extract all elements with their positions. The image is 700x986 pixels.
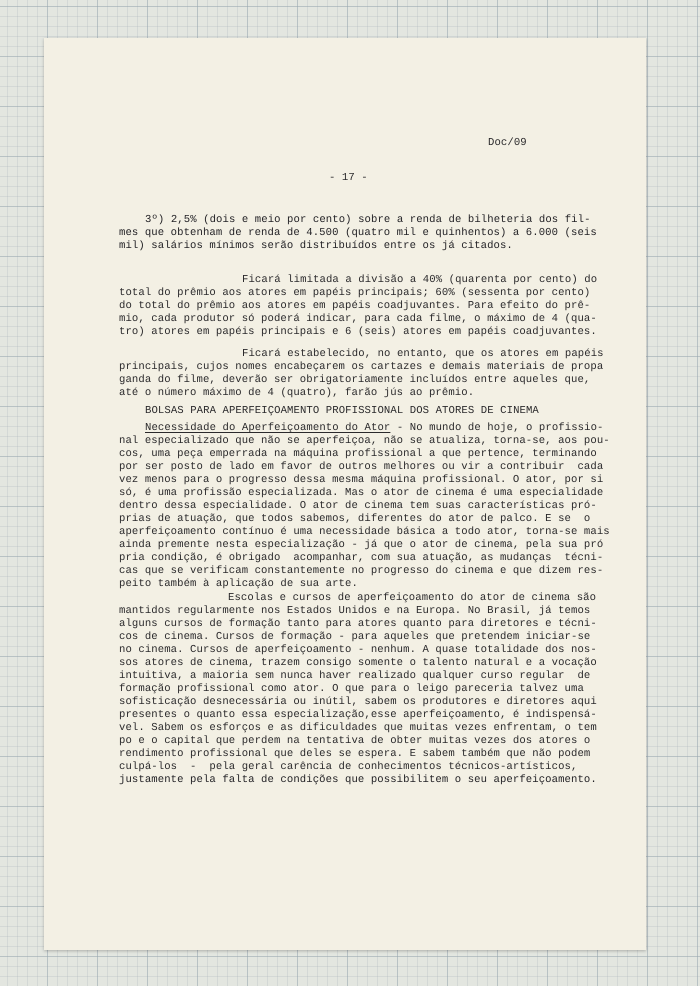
p5-line-12: po e o capital que perdem na tentativa de obter muitas vezes dos atores o: [119, 735, 591, 747]
p5-line-5: no cinema. Cursos de aperfeiçoamento - nenhum. A quase totalidade dos nos-: [119, 644, 597, 656]
p1-line-1: 3º) 2,5% (dois e meio por cento) sobre a renda de bilheteria dos fil-: [145, 214, 591, 226]
p3-line-2: principais, cujos nomes encabeçarem os cartazes e demais materiais de propa: [119, 361, 604, 373]
p4-line-12: cas que se verificam constantemente no progresso do cinema e que dizem res-: [119, 565, 604, 577]
p4-first-line-rest: - No mundo de hoje, o profissio-: [390, 422, 604, 434]
p4-line-3: cos, uma peça emperrada na máquina profissional a que pertence, terminando: [119, 448, 597, 460]
p2-line-2: total do prêmio aos atores em papéis principais; 60% (sessenta por cento): [119, 287, 591, 299]
page-number: - 17 -: [329, 172, 368, 184]
p3-line-1: Ficará estabelecido, no entanto, que os atores em papéis: [242, 348, 604, 360]
p2-line-3: do total do prêmio aos atores em papéis coadjuvantes. Para efeito do prê-: [119, 300, 591, 312]
p5-line-2: mantidos regularmente nos Estados Unidos e na Europa. No Brasil, já temos: [119, 605, 591, 617]
p5-line-10: presentes o quanto essa especialização,esse aperfeiçoamento, é indispensá-: [119, 709, 597, 721]
p5-line-1: Escolas e cursos de aperfeiçoamento do ator de cinema são: [228, 592, 597, 604]
p4-line-4: por ser posto de lado em favor de outros melhores ou vir a contribuir cada: [119, 461, 604, 473]
p4-line-11: pria condição, é obrigado acompanhar, com sua atuação, as mudanças técni-: [119, 552, 604, 564]
p2-line-5: tro) atores em papéis principais e 6 (seis) atores em papéis coadjuvantes.: [119, 326, 597, 338]
p4-line-5: vez menos para o progresso dessa mesma máquina profissional. O ator, por si: [119, 474, 604, 486]
p5-line-13: rendimento profissional que deles se espera. E sabem também que não podem: [119, 748, 591, 760]
section-title: BOLSAS PARA APERFEIÇOAMENTO PROFISSIONAL DOS ATORES DE CINEMA: [145, 405, 539, 417]
p2-line-1: Ficará limitada a divisão a 40% (quarenta por cento) do: [242, 274, 598, 286]
p5-line-4: cos de cinema. Cursos de formação - para aqueles que pretendem iniciar-se: [119, 631, 591, 643]
p4-line-1: [145, 422, 603, 435]
p5-line-3: alguns cursos de formação tanto para atores quanto para diretores e técni-: [119, 618, 597, 630]
doc-reference: Doc/09: [488, 137, 527, 149]
p1-line-3: mil) salários mínimos serão distribuídos entre os já citados.: [119, 240, 513, 252]
p3-line-3: ganda do filme, deverão ser obrigatoriamente incluídos entre aqueles que,: [119, 374, 591, 386]
p4-heading: Necessidade do Aperfeiçoamento do Ator: [145, 422, 391, 434]
p4-line-2: nal especializado que não se aperfeiçoa, não se atualiza, torna-se, aos pou-: [119, 435, 610, 447]
p1-line-2: mes que obtenham de renda de 4.500 (quatro mil e quinhentos) a 6.000 (seis: [119, 227, 597, 239]
document-page: [44, 38, 646, 950]
p5-line-6: sos atores de cinema, trazem consigo somente o talento natural e a vocação: [119, 657, 597, 669]
p4-line-9: aperfeiçoamento contínuo é uma necessidade básica a todo ator, torna-se mais: [119, 526, 610, 538]
p5-line-14: culpá-los - pela geral carência de conhecimentos técnicos-artísticos,: [119, 761, 578, 773]
p5-line-11: vel. Sabem os esforços e as dificuldades que muitas vezes enfrentam, o tem: [119, 722, 597, 734]
p2-line-4: mio, cada produtor só poderá indicar, para cada filme, o máximo de 4 (qua-: [119, 313, 597, 325]
p5-line-9: sofisticação desnecessária ou inútil, sabem os produtores e diretores aqui: [119, 696, 597, 708]
p5-line-15: justamente pela falta de condições que possibilitem o seu aperfeiçoamento.: [119, 774, 597, 786]
p5-line-7: intuitiva, a maioria sem nunca haver realizado qualquer curso regular de: [119, 670, 591, 682]
p4-line-13: peito também à aplicação de sua arte.: [119, 578, 358, 590]
p4-line-10: ainda premente nesta especialização - já que o ator de cinema, pela sua pró: [119, 539, 604, 551]
p4-line-7: dentro dessa especialidade. O ator de cinema tem suas características pró-: [119, 500, 597, 512]
p5-line-8: formação profissional como ator. O que para o leigo pareceria talvez uma: [119, 683, 584, 695]
p3-line-4: até o número máximo de 4 (quatro), farão jús ao prêmio.: [119, 387, 475, 399]
p4-line-6: só, é uma profissão especializada. Mas o ator de cinema é uma especialidade: [119, 487, 604, 499]
p4-line-8: prias de atuação, que todos sabemos, diferentes do ator de palco. E se o: [119, 513, 591, 525]
